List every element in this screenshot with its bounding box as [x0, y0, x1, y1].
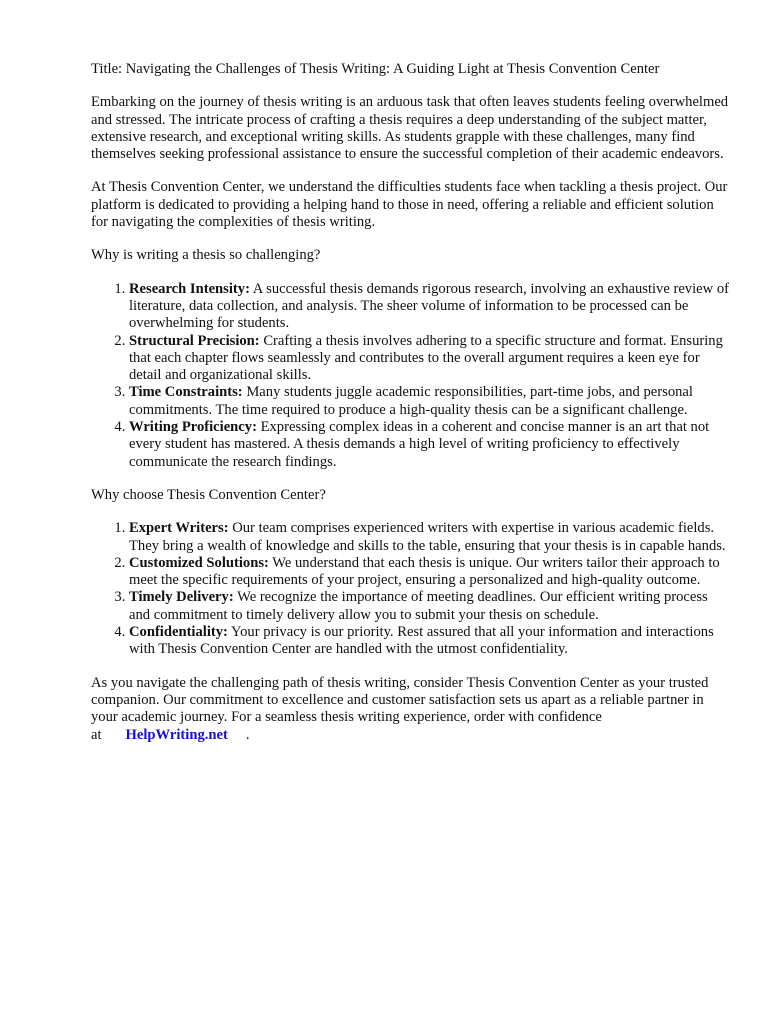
challenge-item: [129, 419, 731, 471]
challenge-label: Time Constraints:: [129, 384, 243, 401]
challenge-text: Many students juggle academic responsibilities, part-time jobs, and personal commitments. The time required to produce a high-quality thesis can be a significant challenge.: [129, 384, 693, 418]
intro-paragraph: Embarking on the journey of thesis writing is an arduous task that often leaves students feeling overwhelmed and stressed. The intricate process of crafting a thesis requires a deep understanding of the subject matter, extensive research, and exceptional writing skills. As students grapple with these challenges, many find themselves seeking professional assistance to ensure the successful completion of their academic endeavors.: [91, 94, 729, 163]
reason-text: Your privacy is our priority. Rest assured that all your information and interactions with Thesis Convention Center are handled with the utmost confidentiality.: [129, 624, 714, 658]
closing-end: .: [245, 726, 250, 743]
reason-label: Confidentiality:: [129, 624, 228, 641]
challenge-text: A successful thesis demands rigorous research, involving an exhaustive review of literature, data collection, and analysis. The sheer volume of information to be processed can be overwhelming for students.: [129, 280, 729, 332]
challenge-item: [129, 384, 731, 419]
challenge-text: Expressing complex ideas in a coherent and concise manner is an art that not every student has mastered. A thesis demands a high level of writing proficiency to effectively communicate the research findings.: [129, 419, 710, 470]
challenge-text: Crafting a thesis involves adhering to a specific structure and format. Ensuring that each chapter flows seamlessly and contributes to the overall argument requires a keen eye for detail and organizational skills.: [129, 332, 723, 384]
reason-text: Our team comprises experienced writers with expertise in various academic fields. They bring a wealth of knowledge and skills to the table, ensuring that your thesis is in capable hands.: [129, 520, 726, 554]
challenge-label: Research Intensity:: [129, 280, 250, 297]
reasons-list: [91, 520, 731, 658]
closing-paragraph: [91, 675, 731, 744]
challenge-item: [129, 281, 731, 333]
challenges-heading: Why is writing a thesis so challenging?: [91, 247, 321, 264]
helpwriting-link[interactable]: HelpWriting.net: [125, 726, 228, 743]
closing-text: As you navigate the challenging path of thesis writing, consider Thesis Convention Center as your trusted companion. Our commitment to excellence and customer satisfaction sets us apart as a reliable partner in your academic journey. For a seamless thesis writing experience, order with confidence at: [91, 674, 709, 743]
challenge-label: Writing Proficiency:: [129, 419, 257, 436]
reason-text: We recognize the importance of meeting deadlines. Our efficient writing process and commitment to timely delivery allow you to submit your thesis on schedule.: [129, 589, 708, 623]
document-page: [91, 61, 731, 760]
reason-item: [129, 555, 731, 590]
reasons-heading: Why choose Thesis Convention Center?: [91, 486, 326, 503]
reason-label: Customized Solutions:: [129, 554, 269, 571]
about-paragraph: At Thesis Convention Center, we understand the difficulties students face when tackling a thesis project. Our platform is dedicated to providing a helping hand to those in need, offering a reliable and efficient solution for navigating the complexities of thesis writing.: [91, 179, 728, 231]
reason-item: [129, 589, 731, 624]
challenges-list: [91, 281, 731, 471]
reason-item: [129, 624, 731, 659]
reason-label: Expert Writers:: [129, 520, 229, 537]
reason-item: [129, 520, 731, 555]
reason-text: We understand that each thesis is unique. Our writers tailor their approach to meet the specific requirements of your project, ensuring a personalized and high-quality outcome.: [129, 554, 720, 589]
reason-label: Timely Delivery:: [129, 589, 234, 606]
document-title: Title: Navigating the Challenges of Thesis Writing: A Guiding Light at Thesis Convention Center: [91, 61, 660, 77]
challenge-label: Structural Precision:: [129, 332, 260, 349]
challenge-item: [129, 333, 731, 385]
